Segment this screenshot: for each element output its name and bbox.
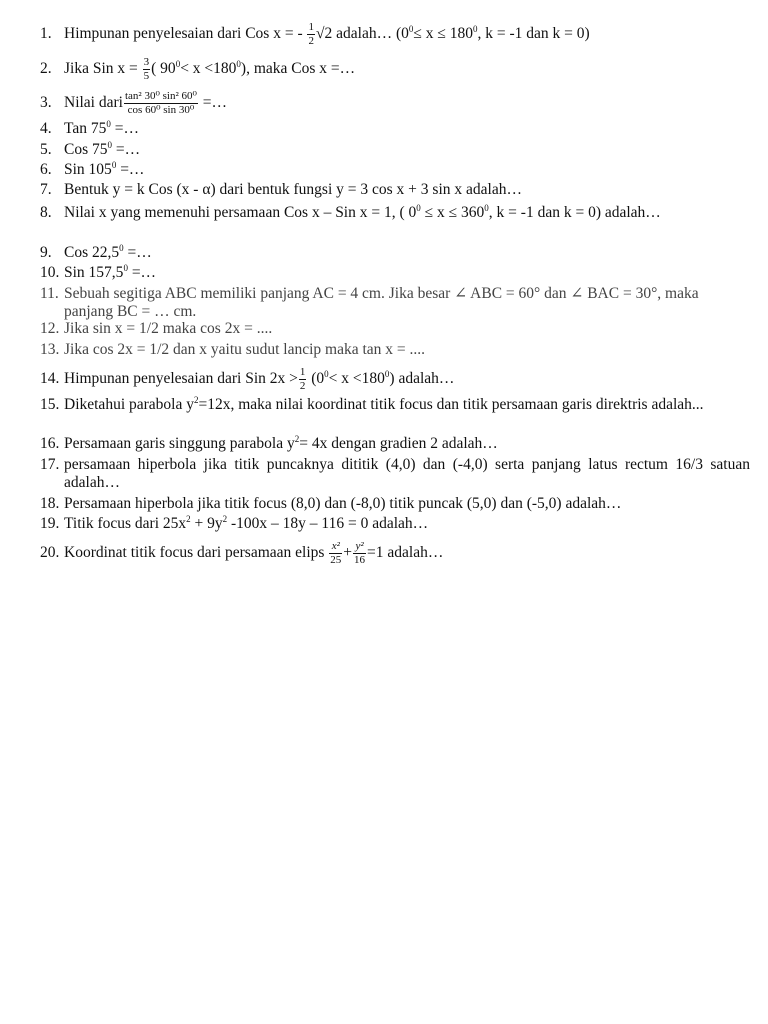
question-text: ), maka Cos x =… bbox=[240, 60, 356, 78]
question-8 bbox=[40, 204, 750, 222]
question-text: =… bbox=[127, 264, 157, 281]
superscript: 0 bbox=[408, 23, 414, 34]
question-text: (0 bbox=[307, 370, 325, 388]
superscript: 0 bbox=[324, 368, 329, 379]
question-text: ) adalah… bbox=[389, 370, 455, 388]
question-text: Jika sin x = 1/2 maka cos 2x = .... bbox=[64, 320, 273, 337]
question-text: =12x, maka nilai koordinat titik focus dan titik persamaan garis direktris adalah... bbox=[198, 396, 704, 413]
question-text: = 4x dengan gradien 2 adalah… bbox=[299, 435, 498, 452]
question-text: =1 adalah… bbox=[367, 544, 444, 562]
question-text: Sin 105 bbox=[64, 161, 112, 178]
question-text: =… bbox=[116, 161, 145, 178]
superscript: 0 bbox=[119, 242, 124, 253]
question-1 bbox=[40, 22, 590, 47]
fraction bbox=[329, 541, 342, 566]
question-2 bbox=[40, 57, 355, 82]
superscript: 0 bbox=[106, 118, 111, 129]
question-text: + 9y bbox=[190, 515, 223, 532]
question-number: 14. bbox=[40, 370, 60, 388]
question-text: =… bbox=[123, 244, 152, 261]
question-19 bbox=[40, 515, 428, 533]
question-9 bbox=[40, 244, 152, 262]
question-number: 10. bbox=[40, 264, 60, 281]
question-16 bbox=[40, 435, 498, 453]
question-number: 11. bbox=[40, 285, 59, 302]
question-text: < x <180 bbox=[328, 370, 385, 388]
fraction-numerator: 1 bbox=[299, 366, 306, 378]
question-text: Jika cos 2x = 1/2 dan x yaitu sudut lancip maka tan x = .... bbox=[64, 341, 426, 358]
question-text: Titik focus dari 25x bbox=[64, 515, 187, 532]
question-number: 1. bbox=[40, 25, 52, 43]
question-number: 19. bbox=[40, 515, 60, 532]
question-17 bbox=[40, 456, 750, 492]
question-number: 3. bbox=[40, 94, 52, 112]
question-text: Persamaan hiperbola jika titik focus (8,0) dan (-8,0) titik puncak (5,0) dan (-5,0) adalah… bbox=[64, 495, 622, 512]
superscript: 2 bbox=[294, 433, 300, 444]
question-number: 13. bbox=[40, 341, 60, 358]
question-13 bbox=[40, 341, 425, 359]
fraction-denominator: 2 bbox=[299, 380, 306, 392]
question-number: 2. bbox=[40, 60, 52, 78]
fraction-numerator: 1 bbox=[308, 21, 314, 33]
question-text: ( 90 bbox=[151, 60, 176, 78]
question-number: 20. bbox=[40, 544, 60, 562]
sqrt-term: √2 bbox=[315, 25, 333, 43]
question-number: 6. bbox=[40, 161, 52, 178]
question-number: 16. bbox=[40, 435, 60, 452]
question-text: Nilai dari bbox=[64, 94, 123, 112]
superscript: 0 bbox=[236, 58, 241, 69]
question-text: =… bbox=[198, 94, 228, 112]
question-text: ≤ x ≤ 180 bbox=[413, 25, 473, 43]
question-text: Bentuk y = k Cos (x - α) dari bentuk fungsi y = 3 cos x + 3 sin x adalah… bbox=[64, 181, 522, 198]
question-number: 9. bbox=[40, 244, 52, 261]
superscript: 2 bbox=[193, 394, 199, 405]
question-12 bbox=[40, 320, 272, 338]
question-text: =… bbox=[112, 141, 141, 158]
fraction-denominator: 5 bbox=[143, 70, 150, 82]
superscript: 0 bbox=[123, 262, 128, 273]
question-text: Sebuah segitiga ABC memiliki panjang AC = 4 cm. Jika besar ∠ ABC = 60° dan ∠ BAC = 30°, maka panjang BC = … cm. bbox=[64, 285, 699, 320]
fraction bbox=[143, 57, 151, 82]
question-number: 15. bbox=[40, 396, 60, 413]
superscript: 0 bbox=[175, 58, 181, 69]
fraction-numerator: tan² 30⁰ sin² 60⁰ bbox=[124, 90, 197, 102]
fraction-numerator-text: y² bbox=[355, 540, 364, 552]
superscript: 0 bbox=[484, 202, 489, 213]
question-text: =… bbox=[110, 120, 140, 137]
question-5 bbox=[40, 141, 140, 159]
question-text: Nilai x yang memenuhi persamaan Cos x – Sin x = 1, ( 0 bbox=[64, 204, 417, 221]
question-number: 12. bbox=[40, 320, 60, 337]
question-number: 18. bbox=[40, 495, 60, 512]
question-4 bbox=[40, 120, 139, 138]
question-text: adalah… (0 bbox=[332, 25, 409, 43]
question-text: Himpunan penyelesaian dari Cos x = - bbox=[64, 25, 307, 43]
question-20 bbox=[40, 541, 443, 566]
question-text: < x <180 bbox=[180, 60, 237, 78]
question-text: -100x – 18y – 116 = 0 adalah… bbox=[227, 515, 429, 532]
fraction bbox=[307, 22, 315, 47]
fraction-denominator: 25 bbox=[330, 554, 342, 566]
fraction-denominator: cos 60⁰ sin 30⁰ bbox=[127, 104, 195, 116]
superscript: 2 bbox=[222, 513, 228, 524]
superscript: 0 bbox=[384, 368, 390, 379]
question-text: Jika Sin x = bbox=[64, 60, 142, 78]
question-text: Diketahui parabola y bbox=[64, 396, 194, 413]
question-text: Himpunan penyelesaian dari Sin 2x > bbox=[64, 370, 298, 388]
question-number: 5. bbox=[40, 141, 52, 158]
question-3 bbox=[40, 91, 227, 116]
question-6 bbox=[40, 161, 144, 179]
question-text: Cos 75 bbox=[64, 141, 108, 158]
question-14 bbox=[40, 367, 454, 392]
plus-sign: + bbox=[343, 544, 353, 562]
fraction bbox=[299, 367, 307, 392]
fraction bbox=[353, 541, 366, 566]
question-text: , k = -1 dan k = 0) adalah… bbox=[488, 204, 661, 221]
fraction-numerator: 3 bbox=[143, 56, 150, 68]
superscript: 0 bbox=[416, 202, 421, 213]
superscript: 0 bbox=[107, 139, 112, 150]
fraction bbox=[124, 91, 198, 116]
superscript: 0 bbox=[111, 159, 117, 170]
fraction-denominator: 16 bbox=[354, 554, 366, 566]
fraction-numerator bbox=[329, 541, 342, 554]
fraction-numerator bbox=[353, 541, 366, 554]
fraction-denominator: 2 bbox=[308, 35, 314, 47]
question-number: 4. bbox=[40, 120, 52, 137]
superscript: 0 bbox=[473, 23, 478, 34]
question-text: Persamaan garis singgung parabola y bbox=[64, 435, 295, 452]
question-text: Tan 75 bbox=[64, 120, 107, 137]
superscript: 2 bbox=[186, 513, 191, 524]
question-text: persamaan hiperbola jika titik puncaknya dititik (4,0) dan (-4,0) serta panjang latus rectum 16/3 satuan adalah… bbox=[64, 456, 750, 491]
question-number: 17. bbox=[40, 456, 60, 473]
question-10 bbox=[40, 264, 156, 282]
fraction-numerator-text: x² bbox=[331, 540, 340, 552]
question-number: 7. bbox=[40, 181, 52, 198]
question-text: ≤ x ≤ 360 bbox=[420, 204, 485, 221]
question-11 bbox=[40, 285, 750, 321]
question-text: , k = -1 dan k = 0) bbox=[477, 25, 590, 43]
question-18 bbox=[40, 495, 621, 513]
question-15 bbox=[40, 396, 750, 414]
question-number: 8. bbox=[40, 204, 52, 221]
question-7 bbox=[40, 181, 522, 199]
question-text: Sin 157,5 bbox=[64, 264, 124, 281]
question-text: Koordinat titik focus dari persamaan elips bbox=[64, 544, 329, 562]
question-text: Cos 22,5 bbox=[64, 244, 120, 261]
